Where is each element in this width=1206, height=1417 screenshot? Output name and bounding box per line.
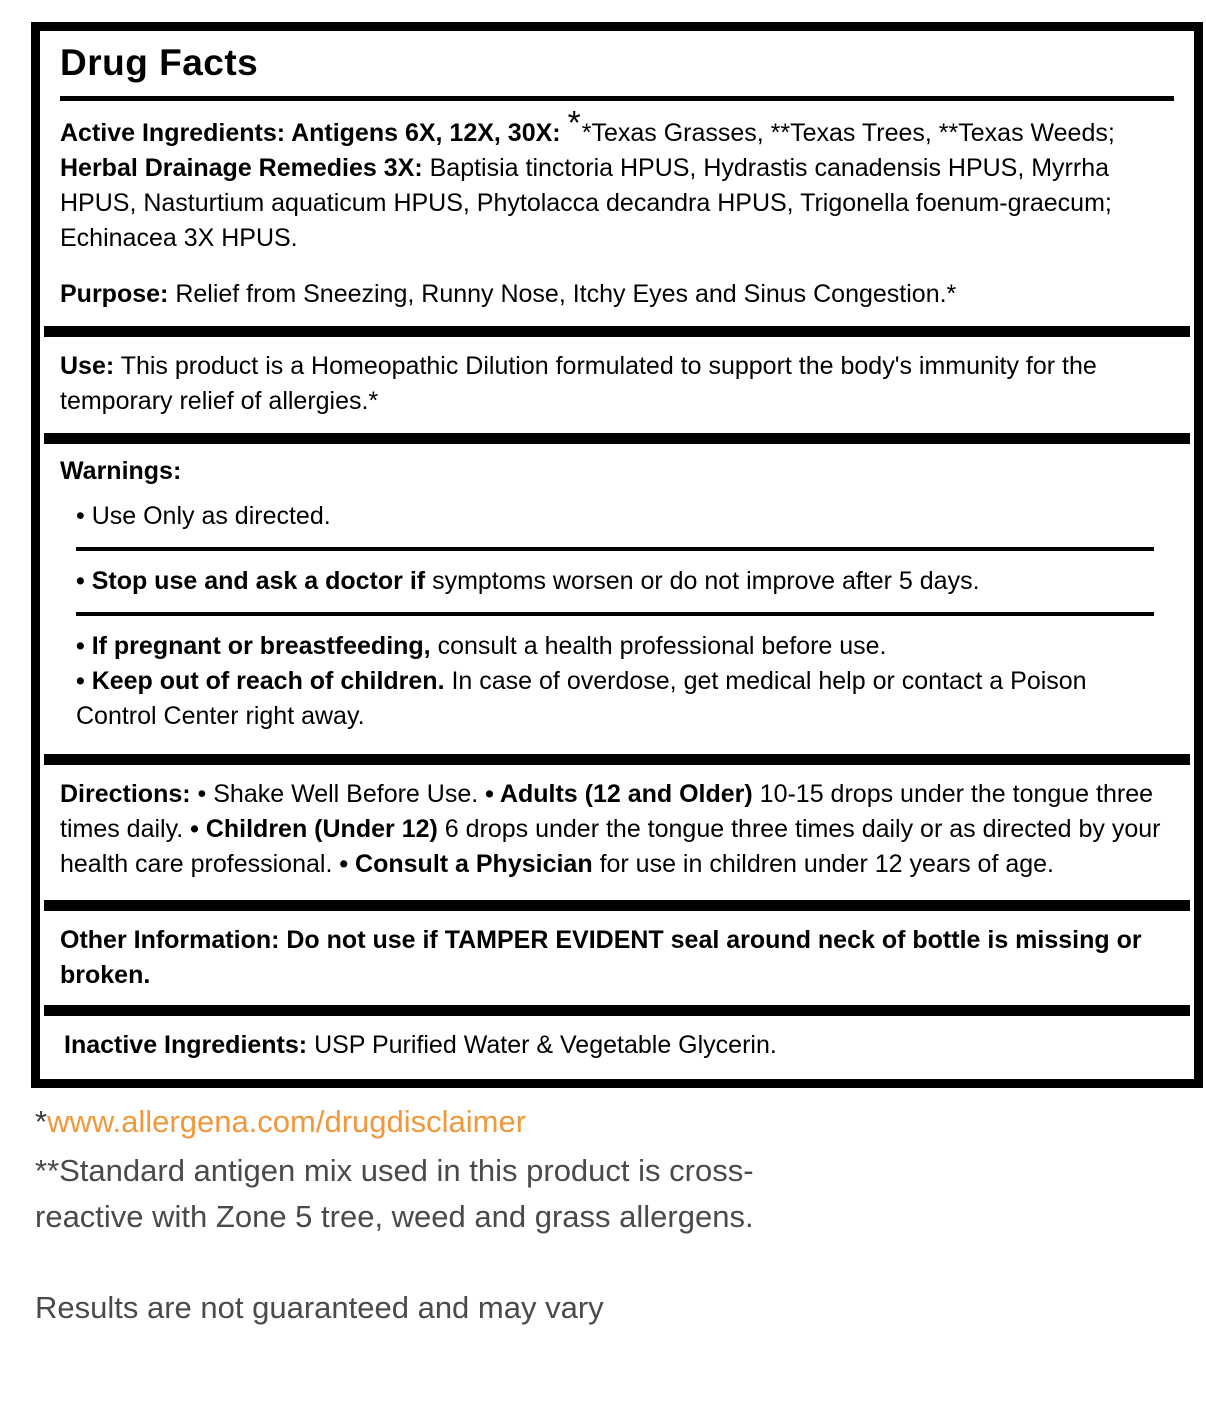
warning-children-value: In case of overdose, get medical help or contact a Poison Control Center right away. (76, 667, 1087, 730)
directions-physician-value: for use in children under 12 years of age. (599, 850, 1055, 878)
warning-pregnant-value: consult a health professional before use. (437, 632, 887, 660)
active-ingredients-label: Active Ingredients: Antigens 6X, 12X, 30X: (60, 119, 561, 147)
directions-adults-value: 10-15 drops under the tongue three times daily. (60, 780, 1154, 843)
section-divider (44, 754, 1190, 765)
warning-bullet-use-only: • Use Only as directed. (76, 502, 331, 530)
antigen-note-line1: **Standard antigen mix used in this product is cross- (35, 1153, 754, 1188)
superscript-asterisk: * (567, 103, 582, 142)
warning-bullet-stop-use (76, 564, 1174, 599)
warning-divider (76, 547, 1154, 551)
active-ingredients-section (40, 101, 1194, 326)
herbal-remedies-value: Baptisia tinctoria HPUS, Hydrastis canadensis HPUS, Myrrha HPUS, Nasturtium aquaticum HPUS, Phytolacca decandra HPUS, Trigonella foenum-graecum; Echinacea 3X HPUS. (60, 154, 1112, 252)
use-value: This product is a Homeopathic Dilution formulated to support the body's immunity for the temporary relief of allergies.* (60, 352, 1097, 415)
warning-stop-use-label: • Stop use and ask a doctor if (76, 567, 426, 595)
warning-children-label: • Keep out of reach of children. (76, 667, 445, 695)
directions-label: Directions: (60, 780, 191, 808)
use-section (40, 337, 1194, 433)
herbal-remedies-paragraph (60, 151, 1174, 256)
active-ingredients-value: *Texas Grasses, **Texas Trees, **Texas Weeds; (581, 119, 1115, 147)
inactive-ingredients-paragraph (64, 1028, 1174, 1063)
purpose-label: Purpose: (60, 280, 169, 308)
results-note: Results are not guaranteed and may vary (35, 1290, 604, 1325)
inactive-ingredients-section (40, 1016, 1194, 1079)
use-paragraph (60, 349, 1174, 419)
paragraph-spacer (60, 256, 1174, 277)
warning-bullet-children (76, 664, 1174, 734)
purpose-paragraph (60, 277, 1174, 312)
other-information-section (40, 911, 1194, 1005)
directions-children-value: 6 drops under the tongue three times daily or as directed by your health care professional. (60, 815, 1161, 878)
purpose-value: Relief from Sneezing, Runny Nose, Itchy Eyes and Sinus Congestion.* (175, 280, 957, 308)
inactive-ingredients-label: Inactive Ingredients: (64, 1031, 308, 1059)
warnings-heading: Warnings: (60, 457, 182, 485)
warning-bullet-pregnant (76, 629, 1174, 664)
drug-facts-label-page (0, 22, 1206, 1417)
section-divider (44, 326, 1190, 337)
warnings-section (40, 444, 1194, 754)
section-divider (44, 433, 1190, 444)
active-ingredients-paragraph (60, 103, 1174, 151)
antigen-note (35, 1148, 1206, 1240)
warning-pregnant-label: • If pregnant or breastfeeding, (76, 632, 431, 660)
disclaimer-line (35, 1100, 1206, 1144)
section-divider (44, 1005, 1190, 1016)
warning-divider (76, 612, 1154, 616)
other-information-paragraph: Other Information: Do not use if TAMPER EVIDENT seal around neck of bottle is missing or broken. (60, 926, 1142, 989)
directions-paragraph (60, 777, 1174, 882)
section-divider (44, 900, 1190, 911)
drug-disclaimer-link[interactable]: www.allergena.com/drugdisclaimer (47, 1104, 527, 1139)
drug-facts-header (40, 31, 1194, 101)
directions-physician-label: • Consult a Physician (339, 850, 593, 878)
inactive-ingredients-value: USP Purified Water & Vegetable Glycerin. (314, 1031, 777, 1059)
drug-facts-box (31, 22, 1203, 1088)
herbal-remedies-label: Herbal Drainage Remedies 3X: (60, 154, 423, 182)
warning-stop-use-value: symptoms worsen or do not improve after 5 days. (432, 567, 980, 595)
disclaimer-asterisk: * (35, 1104, 48, 1139)
directions-section (40, 765, 1194, 900)
drug-facts-title: Drug Facts (60, 42, 259, 83)
use-label: Use: (60, 352, 115, 380)
directions-adults-label: • Adults (12 and Older) (485, 780, 753, 808)
antigen-note-line2: reactive with Zone 5 tree, weed and grass allergens. (35, 1199, 754, 1234)
footnotes (35, 1100, 1206, 1328)
directions-children-label: • Children (Under 12) (190, 815, 438, 843)
directions-shake: • Shake Well Before Use. (197, 780, 479, 808)
